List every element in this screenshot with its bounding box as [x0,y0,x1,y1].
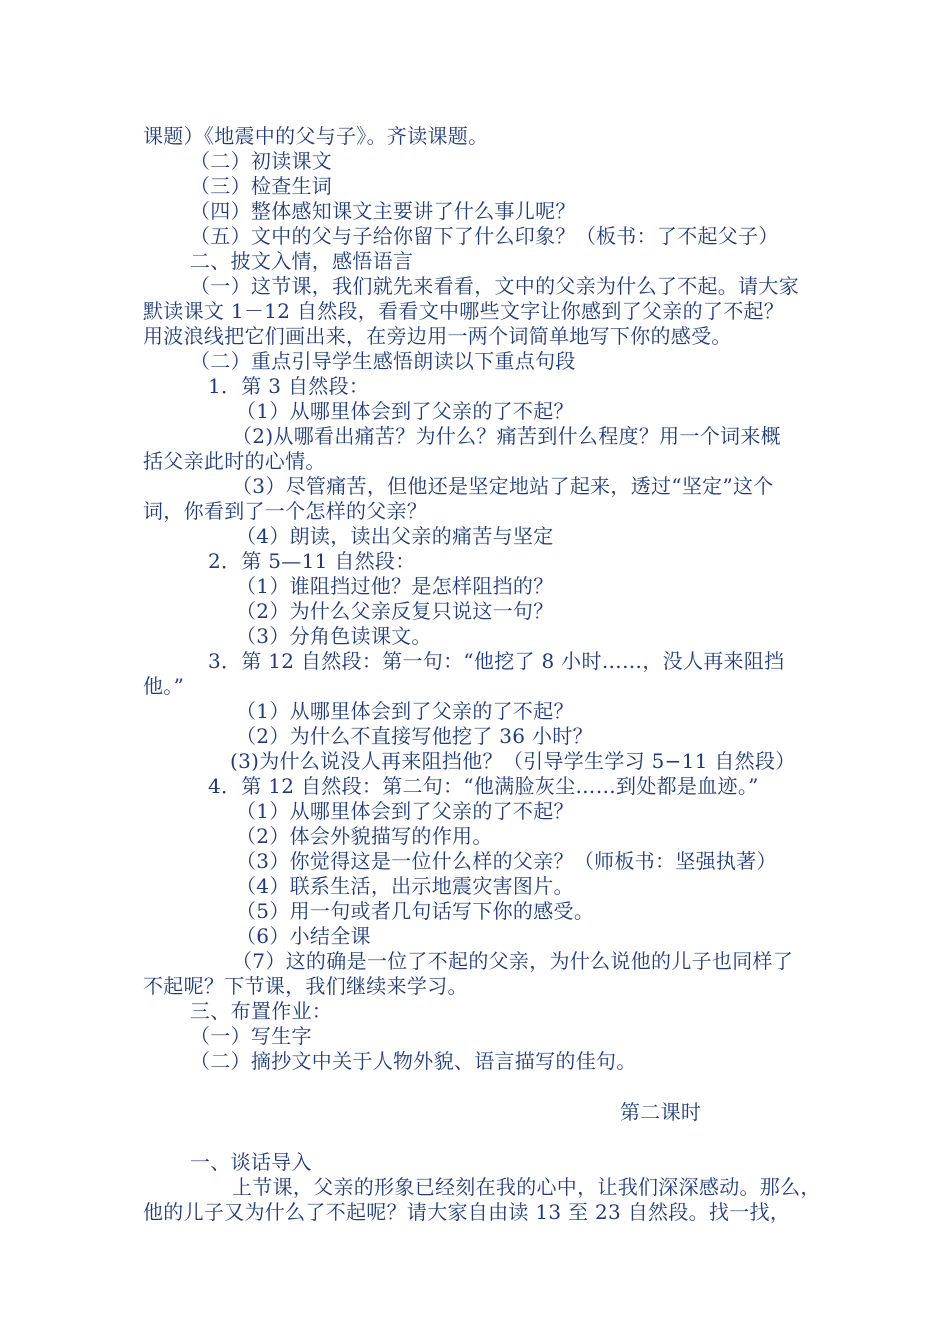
section-heading: 二、披文入情，感悟语言 [190,249,414,273]
text-line: （5）用一句或者几句话写下你的感受。 [236,899,595,923]
text-line: 1．第 3 自然段： [208,374,370,398]
section-heading: 三、布置作业： [190,999,333,1023]
text-line: （4）联系生活，出示地震灾害图片。 [236,874,574,898]
text-line: 括父亲此时的心情。 [143,449,326,473]
text-line: （1）从哪里体会到了父亲的了不起？ [236,399,574,423]
text-line: 默读课文 1－12 自然段，看看文中哪些文字让你感到了父亲的了不起？ [143,299,785,323]
text-line: 用波浪线把它们画出来，在旁边用一两个词简单地写下你的感受。 [143,324,732,348]
text-line: （3）你觉得这是一位什么样的父亲？（师板书：坚强执著） [236,849,777,873]
text-line: 2．第 5—11 自然段： [208,549,416,573]
text-line: （2)从哪看出痛苦？为什么？痛苦到什么程度？用一个词来概 [232,424,781,448]
text-line: 他的儿子又为什么了不起呢？请大家自由读 13 至 23 自然段。找一找， [143,1200,791,1224]
text-line: （五）文中的父与子给你留下了什么印象？（板书：了不起父子） [190,224,779,248]
text-line: （二）摘抄文中关于人物外貌、语言描写的佳句。 [190,1049,637,1073]
text-line: （3）分角色读课文。 [236,624,432,648]
text-line: （三）检查生词 [190,174,333,198]
text-line: （1）谁阻挡过他？是怎样阻挡的？ [236,574,554,598]
text-line: （四）整体感知课文主要讲了什么事儿呢？ [190,199,576,223]
text-line: （1）从哪里体会到了父亲的了不起？ [236,699,574,723]
text-line: 课题）《地震中的父与子》。齐读课题。 [143,124,489,148]
text-line: 上节课，父亲的形象已经刻在我的心中，让我们深深感动。那么， [232,1175,821,1199]
text-line: （3）尽管痛苦，但他还是坚定地站了起来，透过“坚定”这个 [232,474,774,498]
text-line: （4）朗读，读出父亲的痛苦与坚定 [236,524,554,548]
text-line: 他。” [143,674,185,698]
text-line: （1）从哪里体会到了父亲的了不起？ [236,799,574,823]
text-line: （2）为什么不直接写他挖了 36 小时？ [236,724,593,748]
text-line: （一）写生字 [190,1024,312,1048]
text-line: （7）这的确是一位了不起的父亲，为什么说他的儿子也同样了 [232,949,794,973]
text-line: （一）这节课，我们就先来看看，文中的父亲为什么了不起。请大家 [190,274,799,298]
text-line: 不起呢？下节课，我们继续来学习。 [143,974,468,998]
text-line: （二）初读课文 [190,149,333,173]
text-line: 3．第 12 自然段：第一句：“他挖了 8 小时……，没人再来阻挡 [208,649,785,673]
section-heading: 一、谈话导入 [190,1150,312,1174]
text-line: （2）为什么父亲反复只说这一句？ [236,599,554,623]
text-line: （6）小结全课 [236,924,371,948]
text-line: 词，你看到了一个怎样的父亲？ [143,499,428,523]
lesson-title: 第二课时 [620,1100,702,1124]
text-line: (3)为什么说没人再来阻挡他？（引导学生学习 5−11 自然段） [230,749,796,773]
text-line: （2）体会外貌描写的作用。 [236,824,493,848]
text-line: 4．第 12 自然段：第二句：“他满脸灰尘……到处都是血迹。” [208,774,759,798]
text-line: （二）重点引导学生感悟朗读以下重点句段 [190,349,576,373]
